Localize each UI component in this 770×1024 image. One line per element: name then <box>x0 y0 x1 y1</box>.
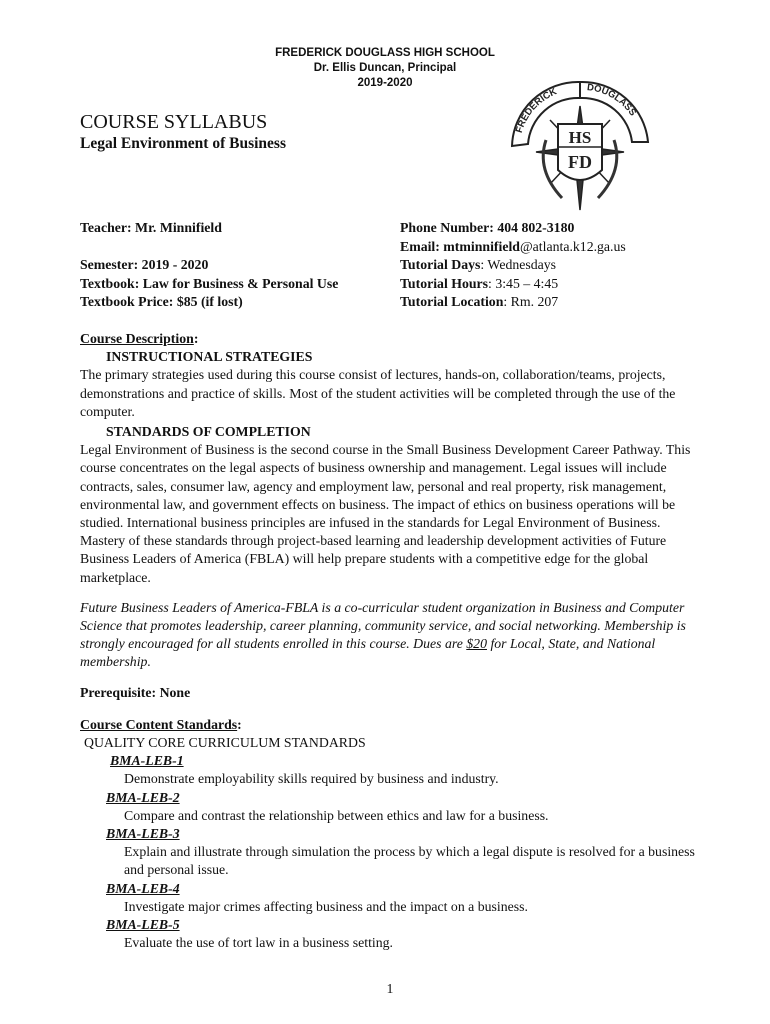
email-domain: @atlanta.k12.ga.us <box>519 238 626 254</box>
textbook: Textbook: Law for Business & Personal Use <box>80 275 339 291</box>
tutorial-hours-label: Tutorial Hours <box>400 275 489 291</box>
tutorial-location <box>400 293 626 312</box>
logo-text-right: DOUGLASS <box>586 82 639 119</box>
email-line <box>400 238 626 257</box>
qcc-subheading: QUALITY CORE CURRICULUM STANDARDS <box>84 735 366 751</box>
standard-code: BMA-LEB-5 <box>106 917 180 933</box>
tutorial-location-label: Tutorial Location <box>400 294 504 309</box>
course-description-heading <box>80 330 700 348</box>
course-description-title: Course Description <box>80 331 194 346</box>
tutorial-hours-value: : 3:45 – 4:45 <box>488 275 559 291</box>
page-number: 1 <box>386 981 394 996</box>
principal-name: Dr. Ellis Duncan, Principal <box>313 62 457 74</box>
standard-code: BMA-LEB-4 <box>106 880 180 896</box>
course-name: Legal Environment of Business <box>80 135 286 152</box>
standard-text: Investigate major crimes affecting business and the impact on a business. <box>124 898 528 914</box>
tutorial-days <box>400 256 626 275</box>
standard-text: Compare and contrast the relationship between ethics and law for a business. <box>124 807 549 823</box>
teacher-name: Teacher: Mr. Minnifield <box>80 220 222 235</box>
course-info-left <box>80 219 338 312</box>
fbla-text: Future Business Leaders of America-FBLA is a co-curricular student organization in Business and Computer Science that promotes leadership, career planning, community service, and social networking. Membership is strongly encouraged for all students enrolled in this course. Dues are <box>80 599 686 652</box>
fbla-paragraph <box>80 599 700 672</box>
standard-text: Evaluate the use of tort law in a business setting. <box>124 935 393 951</box>
school-year: 2019-2020 <box>357 77 413 89</box>
course-body <box>80 330 700 953</box>
logo-monogram-bottom: FD <box>568 152 592 172</box>
prerequisite: Prerequisite: None <box>80 684 191 700</box>
heading-colon: : <box>193 331 199 346</box>
document-title: COURSE SYLLABUS <box>80 111 268 133</box>
standards-list <box>80 752 700 952</box>
strategies-heading: INSTRUCTIONAL STRATEGIES <box>106 349 313 365</box>
standard-code: BMA-LEB-2 <box>106 789 180 805</box>
standard-item <box>80 916 700 952</box>
course-info-right <box>400 219 626 312</box>
completion-heading: STANDARDS OF COMPLETION <box>106 424 311 440</box>
logo-monogram-top: HS <box>568 128 592 147</box>
school-name: FREDERICK DOUGLASS HIGH SCHOOL <box>275 47 495 59</box>
tutorial-location-value: : Rm. 207 <box>503 294 559 309</box>
email-label: Email: mtminnifield <box>400 238 520 254</box>
standard-item <box>80 789 700 825</box>
tutorial-days-value: : Wednesdays <box>480 257 557 272</box>
strategies-text: The primary strategies used during this course consist of lectures, hands-on, collaboration/teams, projects, demonstrations and practice of skills. Most of the student activities will be completed through the use of the computer. <box>80 367 676 419</box>
tutorial-hours <box>400 275 626 294</box>
tutorial-days-label: Tutorial Days <box>400 257 481 272</box>
standard-text: Demonstrate employability skills required by business and industry. <box>124 771 499 787</box>
school-header <box>0 46 770 91</box>
textbook-price: Textbook Price: $85 (if lost) <box>80 294 243 309</box>
semester: Semester: 2019 - 2020 <box>80 257 209 272</box>
standard-text: Explain and illustrate through simulation the process by which a legal dispute is resolved for a business and personal issue. <box>124 844 695 878</box>
svg-text:FREDERICK <box>514 86 559 134</box>
fbla-dues: $20 <box>466 636 487 652</box>
phone-number: Phone Number: 404 802-3180 <box>400 220 575 235</box>
school-crest-logo <box>506 80 652 214</box>
completion-text: Legal Environment of Business is the second course in the Small Business Development Career Pathway. This course concentrates on the legal aspects of business ownership and management. Legal issues will include contracts, sales, consumer law, agency and employment law, personal and real property, risk management, environmental law, and government effects on business. The impact of ethics on business operations will be studied. International business principles are infused in the standards for Legal Environment of Business. Mastery of these standards through project-based learning and leadership development activities of Future Business Leaders of America (FBLA) will help prepare students with a competitive edge for the global marketplace. <box>80 442 691 585</box>
content-standards-heading <box>80 716 700 734</box>
content-standards-title: Course Content Standards <box>80 716 238 732</box>
standard-item <box>80 880 700 916</box>
standard-item <box>80 825 700 880</box>
logo-text-left: FREDERICK <box>513 86 559 135</box>
heading-colon: : <box>237 716 242 732</box>
fbla-tail: for Local, State, and National membership. <box>80 636 656 670</box>
standard-code: BMA-LEB-1 <box>110 753 184 769</box>
standard-item <box>80 752 700 788</box>
standard-code: BMA-LEB-3 <box>106 826 180 842</box>
